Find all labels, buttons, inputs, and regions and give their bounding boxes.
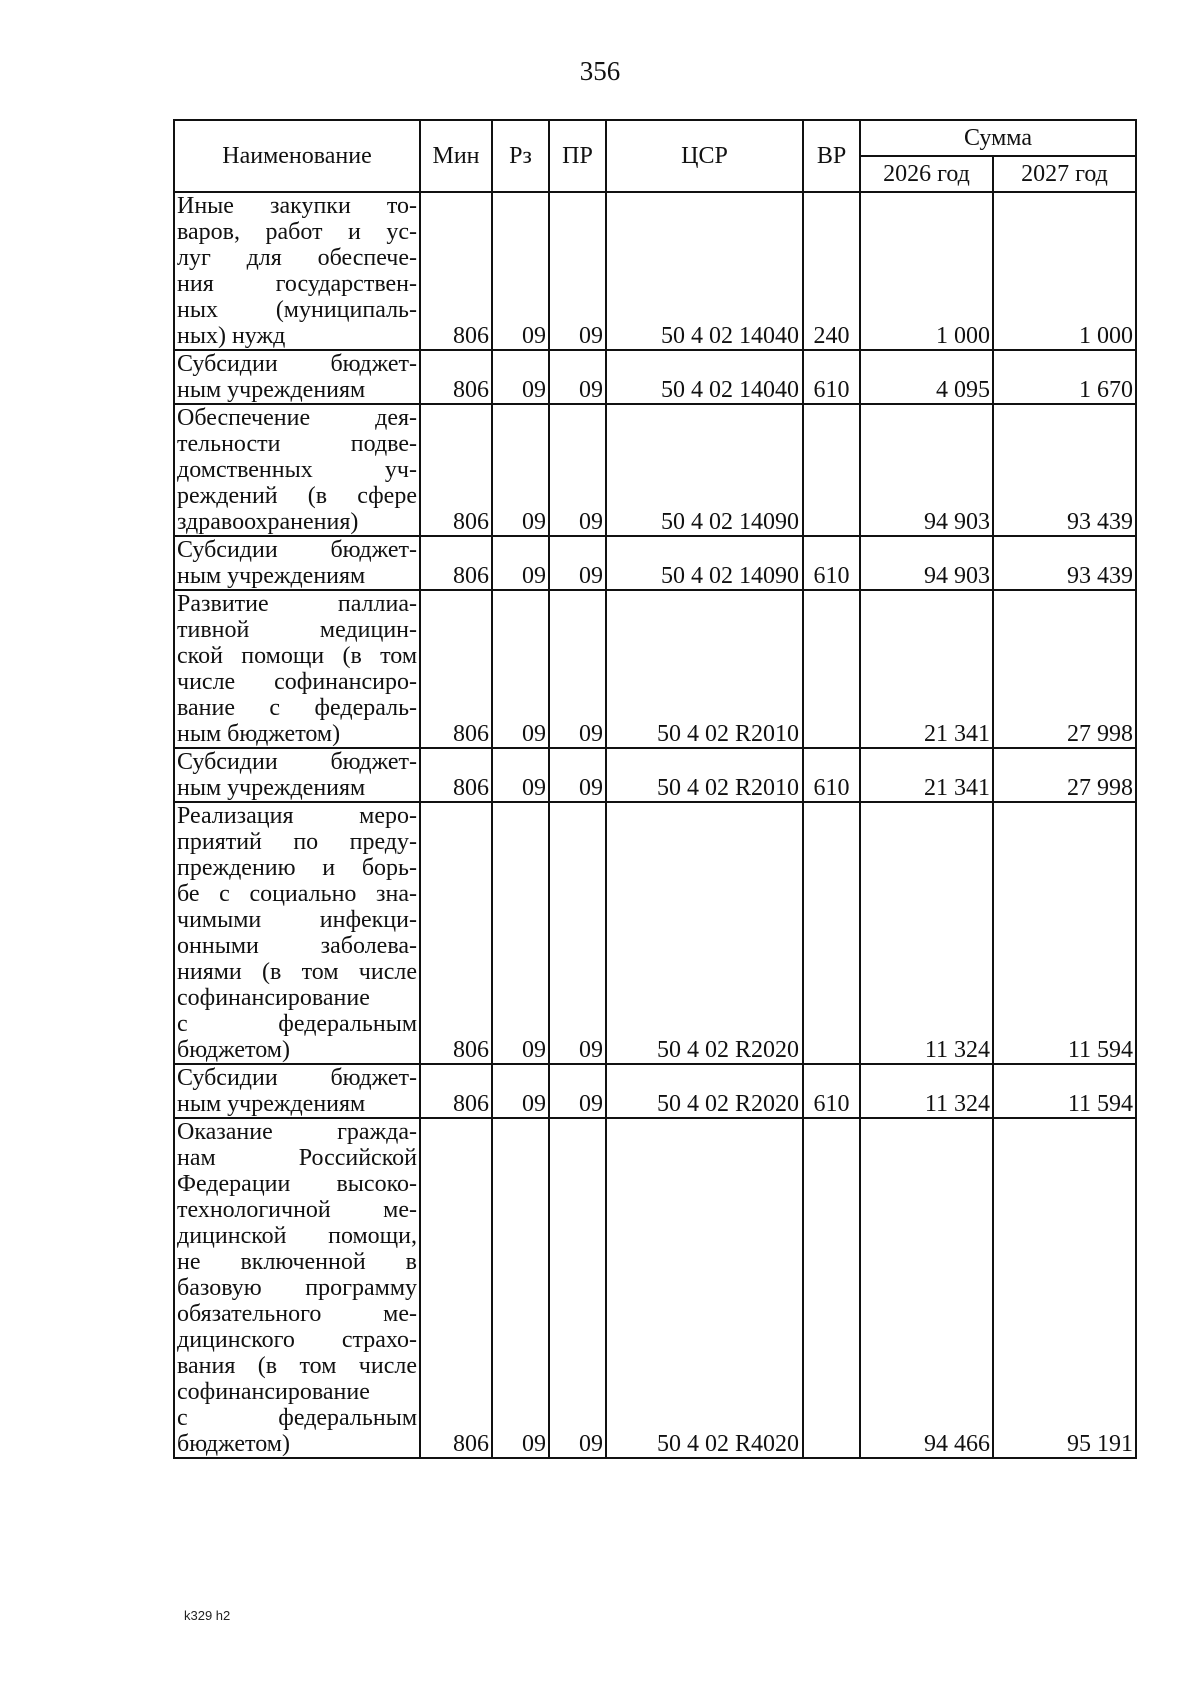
row-name [174,748,420,802]
row-rz: 09 [492,802,549,1064]
row-name [174,192,420,350]
row-name [174,590,420,748]
table-row [174,748,1136,802]
row-rz: 09 [492,590,549,748]
row-name-line: не включенной в [177,1249,417,1275]
row-name-line: здравоохранения) [177,509,359,535]
row-name-line: бюджетом) [177,1037,290,1063]
row-min: 806 [420,404,492,536]
row-name-line: ным учреждениям [177,775,366,801]
row-sum-2027: 93 439 [993,404,1136,536]
row-name-line: ным учреждениям [177,1091,366,1117]
row-name-line: Субсидии бюджет- [177,537,417,563]
table-row [174,536,1136,590]
row-sum-2027: 93 439 [993,536,1136,590]
row-name-line: ным учреждениям [177,563,366,589]
row-vr: 610 [803,350,860,404]
row-name-line: Иные закупки то- [177,193,417,219]
row-rz: 09 [492,404,549,536]
row-name-line: ской помощи (в том [177,643,417,669]
row-min: 806 [420,590,492,748]
row-vr [803,404,860,536]
row-name-line: технологичной ме- [177,1197,417,1223]
header-pr: ПР [549,120,606,192]
row-name-line: Оказание гражда- [177,1119,417,1145]
row-name-line: вания (в том числе [177,1353,417,1379]
row-name-line: тивной медицин- [177,617,417,643]
row-pr: 09 [549,536,606,590]
row-min: 806 [420,748,492,802]
row-name-line: Развитие паллиа- [177,591,417,617]
header-csr: ЦСР [606,120,803,192]
row-name-line: ным учреждениям [177,377,366,403]
header-2027: 2027 год [993,156,1136,192]
row-min: 806 [420,1064,492,1118]
row-sum-2027: 27 998 [993,748,1136,802]
header-vr: ВР [803,120,860,192]
row-vr: 610 [803,1064,860,1118]
row-csr: 50 4 02 R4020 [606,1118,803,1458]
row-sum-2027: 11 594 [993,1064,1136,1118]
row-min: 806 [420,350,492,404]
row-min: 806 [420,802,492,1064]
header-rz: Рз [492,120,549,192]
row-vr: 610 [803,748,860,802]
row-rz: 09 [492,1118,549,1458]
row-pr: 09 [549,404,606,536]
row-name-line: ниями (в том числе [177,959,417,985]
row-name-line: реждений (в сфере [177,483,417,509]
table-row [174,590,1136,748]
row-csr: 50 4 02 R2020 [606,1064,803,1118]
row-name-line: луг для обеспече- [177,245,417,271]
row-rz: 09 [492,748,549,802]
row-name [174,1064,420,1118]
row-vr: 240 [803,192,860,350]
row-name-line: с федеральным [177,1405,417,1431]
row-name-line: варов, работ и ус- [177,219,417,245]
footer-code: k329 h2 [184,1608,231,1623]
row-name-line: софинансирование [177,985,370,1011]
row-sum-2027: 95 191 [993,1118,1136,1458]
row-sum-2026: 94 903 [860,404,993,536]
row-pr: 09 [549,192,606,350]
row-sum-2027: 11 594 [993,802,1136,1064]
row-name-line: онными заболева- [177,933,417,959]
row-name-line: преждению и борь- [177,855,417,881]
table-row [174,1118,1136,1458]
header-min: Мин [420,120,492,192]
table-row [174,350,1136,404]
row-name [174,350,420,404]
row-sum-2027: 1 670 [993,350,1136,404]
row-name-line: числе софинансиро- [177,669,417,695]
row-name-line: базовую программу [177,1275,417,1301]
row-min: 806 [420,192,492,350]
row-min: 806 [420,1118,492,1458]
row-csr: 50 4 02 14090 [606,404,803,536]
table-row [174,1064,1136,1118]
row-sum-2026: 21 341 [860,748,993,802]
row-vr [803,1118,860,1458]
row-pr: 09 [549,350,606,404]
row-csr: 50 4 02 R2010 [606,590,803,748]
table-row [174,192,1136,350]
header-2026: 2026 год [860,156,993,192]
row-csr: 50 4 02 R2020 [606,802,803,1064]
row-name [174,802,420,1064]
row-rz: 09 [492,536,549,590]
row-name-line: софинансирование [177,1379,370,1405]
row-name [174,1118,420,1458]
row-rz: 09 [492,192,549,350]
row-name-line: ния государствен- [177,271,417,297]
row-name-line: тельности подве- [177,431,417,457]
row-rz: 09 [492,1064,549,1118]
row-name-line: Обеспечение дея- [177,405,417,431]
header-sum: Сумма [860,120,1136,156]
row-name-line: ных (муниципаль- [177,297,417,323]
row-sum-2026: 11 324 [860,1064,993,1118]
row-name-line: Субсидии бюджет- [177,351,417,377]
row-name-line: Субсидии бюджет- [177,749,417,775]
row-pr: 09 [549,1064,606,1118]
row-vr [803,590,860,748]
row-csr: 50 4 02 14040 [606,350,803,404]
row-name-line: с федеральным [177,1011,417,1037]
row-sum-2026: 1 000 [860,192,993,350]
row-vr [803,802,860,1064]
row-pr: 09 [549,748,606,802]
row-sum-2026: 94 903 [860,536,993,590]
row-name-line: нам Российской [177,1145,417,1171]
table-row [174,404,1136,536]
row-sum-2026: 21 341 [860,590,993,748]
row-min: 806 [420,536,492,590]
row-name-line: ных) нужд [177,323,286,349]
row-name-line: Субсидии бюджет- [177,1065,417,1091]
header-row-1 [174,120,1136,156]
row-name [174,536,420,590]
row-sum-2027: 27 998 [993,590,1136,748]
row-csr: 50 4 02 R2010 [606,748,803,802]
row-vr: 610 [803,536,860,590]
row-name-line: приятий по преду- [177,829,417,855]
row-sum-2026: 94 466 [860,1118,993,1458]
row-csr: 50 4 02 14090 [606,536,803,590]
table-body [174,192,1136,1458]
row-pr: 09 [549,1118,606,1458]
budget-table [173,119,1137,1459]
row-name-line: вание с федераль- [177,695,417,721]
table-row [174,802,1136,1064]
row-name-line: чимыми инфекци- [177,907,417,933]
row-csr: 50 4 02 14040 [606,192,803,350]
row-name-line: дицинской помощи, [177,1223,417,1249]
header-name: Наименование [174,120,420,192]
row-name [174,404,420,536]
row-name-line: ным бюджетом) [177,721,341,747]
row-name-line: обязательного ме- [177,1301,417,1327]
row-sum-2026: 11 324 [860,802,993,1064]
row-sum-2027: 1 000 [993,192,1136,350]
row-pr: 09 [549,802,606,1064]
row-name-line: домственных уч- [177,457,417,483]
row-name-line: бе с социально зна- [177,881,417,907]
row-rz: 09 [492,350,549,404]
row-name-line: дицинского страхо- [177,1327,417,1353]
row-pr: 09 [549,590,606,748]
page-number: 356 [579,56,621,86]
row-name-line: Реализация меро- [177,803,417,829]
row-sum-2026: 4 095 [860,350,993,404]
row-name-line: бюджетом) [177,1431,290,1457]
row-name-line: Федерации высоко- [177,1171,417,1197]
